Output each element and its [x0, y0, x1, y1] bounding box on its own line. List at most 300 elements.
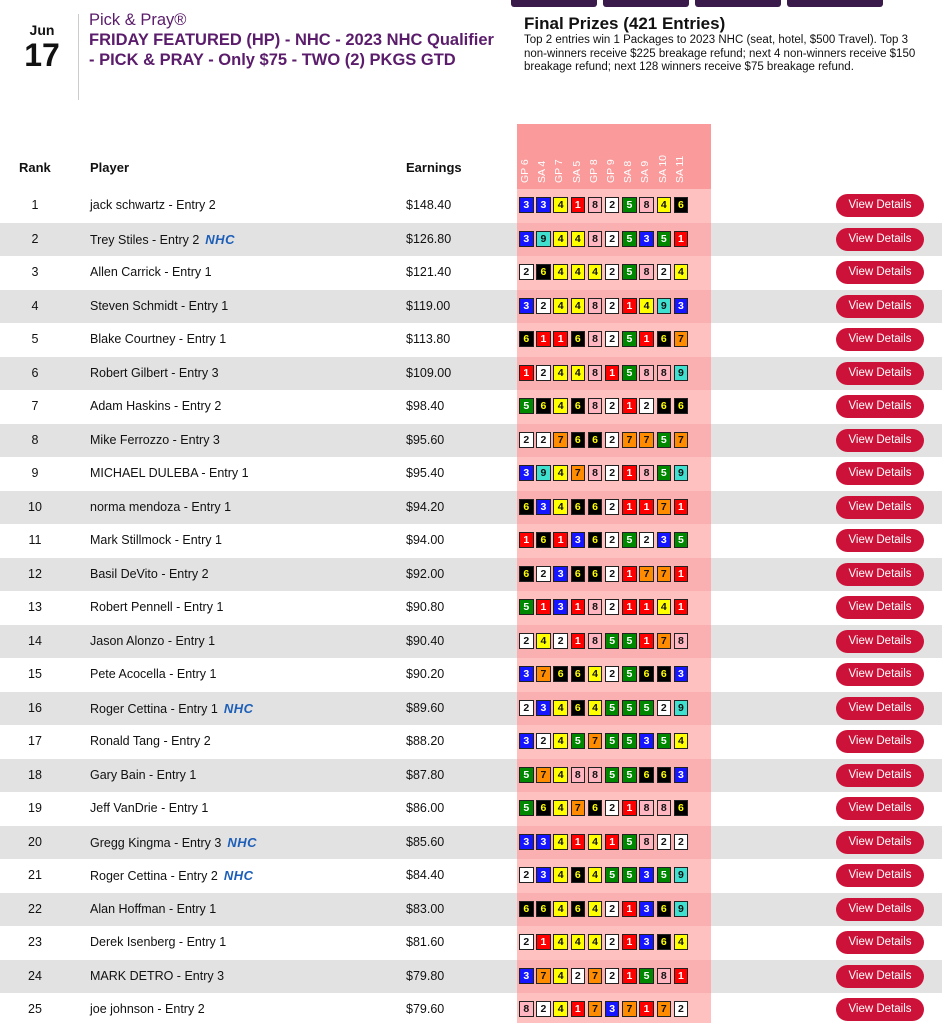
pick-badge: 3 — [519, 666, 534, 682]
pick-badge: 1 — [622, 298, 637, 314]
earnings-cell: $79.80 — [406, 968, 445, 983]
pick-badge: 2 — [519, 867, 534, 883]
picks-cell — [519, 800, 688, 816]
view-details-button[interactable]: View Details — [836, 295, 924, 318]
player-name: Pete Acocella - Entry 1 — [90, 667, 217, 681]
pick-badge: 1 — [622, 465, 637, 481]
pick-badge: 3 — [639, 867, 654, 883]
pick-badge: 4 — [571, 298, 586, 314]
pick-badge: 4 — [657, 599, 672, 615]
pick-badge: 7 — [588, 1001, 603, 1017]
view-details-button[interactable]: View Details — [836, 764, 924, 787]
race-label-text: GP 9 — [605, 159, 617, 183]
view-details-button[interactable]: View Details — [836, 529, 924, 552]
pick-badge: 3 — [519, 834, 534, 850]
prizes-description: Top 2 entries win 1 Packages to 2023 NHC (seat, hotel, $500 Travel). Top 3 non-winners receive $225 breakage refund; next 4 non-winners receive $150 breakage refund; next 128 winners receive $75 breakage refund. — [524, 34, 916, 73]
rank-cell: 4 — [31, 298, 39, 313]
pick-badge: 8 — [674, 633, 689, 649]
pick-badge: 8 — [588, 197, 603, 213]
player-cell — [90, 993, 205, 1023]
rank-cell: 10 — [28, 499, 42, 514]
pick-badge: 4 — [553, 264, 568, 280]
top-nav-tab[interactable] — [603, 0, 689, 7]
pick-badge: 7 — [571, 465, 586, 481]
view-details-button[interactable]: View Details — [836, 429, 924, 452]
pick-badge: 3 — [674, 666, 689, 682]
view-details-button[interactable]: View Details — [836, 228, 924, 251]
earnings-cell: $85.60 — [406, 834, 445, 849]
pick-badge: 1 — [639, 331, 654, 347]
pick-badge: 8 — [657, 968, 672, 984]
race-label-text: SA 11 — [673, 155, 686, 183]
player-cell — [90, 491, 231, 525]
pick-badge: 4 — [571, 934, 586, 950]
pick-badge: 1 — [622, 934, 637, 950]
player-name: Gregg Kingma - Entry 3 — [90, 835, 222, 850]
pick-badge: 6 — [571, 700, 586, 716]
pick-badge: 6 — [519, 566, 534, 582]
pick-badge: 4 — [553, 867, 568, 883]
table-row — [0, 256, 942, 290]
player-cell — [90, 893, 216, 927]
pick-badge: 1 — [571, 1001, 586, 1017]
pick-badge: 6 — [571, 499, 586, 515]
player-cell — [90, 625, 215, 659]
pick-badge: 2 — [536, 432, 551, 448]
pick-badge: 5 — [657, 432, 672, 448]
pick-badge: 6 — [519, 901, 534, 917]
view-details-button[interactable]: View Details — [836, 663, 924, 686]
player-name: norma mendoza - Entry 1 — [90, 499, 232, 514]
table-row — [0, 524, 942, 558]
pick-badge: 8 — [588, 398, 603, 414]
pick-badge: 5 — [622, 532, 637, 548]
table-row — [0, 993, 942, 1023]
table-row — [0, 893, 942, 927]
picks-cell — [519, 432, 688, 448]
table-row — [0, 323, 942, 357]
picks-cell — [519, 666, 688, 682]
player-cell — [90, 591, 223, 625]
pick-badge: 1 — [605, 365, 620, 381]
pick-badge: 4 — [657, 197, 672, 213]
view-details-button[interactable]: View Details — [836, 395, 924, 418]
table-row — [0, 792, 942, 826]
pick-badge: 3 — [536, 499, 551, 515]
pick-badge: 5 — [639, 700, 654, 716]
earnings-cell: $98.40 — [406, 399, 445, 413]
pick-badge: 6 — [571, 331, 586, 347]
pick-badge: 3 — [519, 465, 534, 481]
pick-badge: 4 — [553, 197, 568, 213]
pick-badge: 6 — [588, 532, 603, 548]
pick-badge: 2 — [536, 365, 551, 381]
view-details-button[interactable]: View Details — [836, 864, 924, 887]
pick-badge: 4 — [588, 901, 603, 917]
pick-badge: 8 — [657, 365, 672, 381]
pick-badge: 2 — [605, 465, 620, 481]
view-details-button[interactable]: View Details — [836, 931, 924, 954]
pick-badge: 2 — [674, 1001, 689, 1017]
player-name: Blake Courtney - Entry 1 — [90, 332, 227, 346]
pick-badge: 5 — [622, 767, 637, 783]
pick-badge: 8 — [639, 834, 654, 850]
pick-badge: 9 — [674, 365, 689, 381]
pick-badge: 3 — [605, 1001, 620, 1017]
pick-badge: 8 — [639, 197, 654, 213]
picks-cell — [519, 264, 688, 280]
pick-badge: 9 — [536, 231, 551, 247]
pick-badge: 8 — [519, 1001, 534, 1017]
pick-badge: 4 — [588, 934, 603, 950]
picks-cell — [519, 867, 688, 883]
player-cell — [90, 424, 220, 458]
view-details-button[interactable]: View Details — [836, 630, 924, 653]
pick-badge: 3 — [536, 700, 551, 716]
pick-badge: 7 — [657, 499, 672, 515]
pick-badge: 2 — [571, 968, 586, 984]
rank-cell: 23 — [28, 935, 42, 949]
pick-badge: 5 — [622, 264, 637, 280]
pick-badge: 2 — [605, 398, 620, 414]
pick-badge: 2 — [536, 566, 551, 582]
view-details-button[interactable]: View Details — [836, 697, 924, 720]
pick-badge: 4 — [553, 767, 568, 783]
player-name: Steven Schmidt - Entry 1 — [90, 298, 229, 313]
pick-badge: 5 — [519, 398, 534, 414]
prizes-panel — [524, 14, 924, 75]
pick-badge: 6 — [657, 934, 672, 950]
rank-cell: 12 — [28, 566, 42, 581]
pick-badge: 5 — [657, 231, 672, 247]
earnings-header: Earnings — [406, 160, 462, 175]
pick-badge: 3 — [519, 231, 534, 247]
divider — [78, 14, 79, 100]
rank-cell: 5 — [31, 332, 39, 346]
player-cell — [90, 524, 222, 558]
earnings-cell: $121.40 — [406, 265, 452, 279]
player-name: jack schwartz - Entry 2 — [90, 198, 216, 212]
player-name: Robert Pennell - Entry 1 — [90, 600, 224, 614]
pick-badge: 2 — [605, 231, 620, 247]
top-nav-tab[interactable] — [787, 0, 883, 7]
player-name: Adam Haskins - Entry 2 — [90, 399, 222, 413]
earnings-cell: $95.60 — [406, 432, 445, 447]
pick-badge: 2 — [639, 398, 654, 414]
race-label-text: SA 5 — [570, 160, 583, 183]
pick-badge: 7 — [657, 566, 672, 582]
pick-badge: 4 — [553, 834, 568, 850]
pick-badge: 6 — [674, 800, 689, 816]
picks-cell — [519, 365, 688, 381]
player-cell — [90, 558, 209, 592]
pick-badge: 9 — [674, 465, 689, 481]
pick-badge: 2 — [605, 666, 620, 682]
view-details-button[interactable]: View Details — [836, 797, 924, 820]
picks-cell — [519, 566, 688, 582]
pick-badge: 5 — [622, 331, 637, 347]
pick-badge: 2 — [536, 733, 551, 749]
pick-badge: 2 — [605, 901, 620, 917]
pick-badge: 7 — [674, 432, 689, 448]
rank-cell: 17 — [28, 734, 42, 748]
pick-badge: 4 — [553, 733, 568, 749]
pick-badge: 3 — [674, 298, 689, 314]
picks-cell — [519, 532, 688, 548]
pick-badge: 3 — [639, 934, 654, 950]
pick-badge: 1 — [674, 599, 689, 615]
pick-badge: 4 — [553, 231, 568, 247]
pick-badge: 2 — [605, 264, 620, 280]
earnings-cell: $84.40 — [406, 868, 445, 882]
picks-cell — [519, 499, 688, 515]
pick-badge: 4 — [639, 298, 654, 314]
pick-badge: 8 — [588, 767, 603, 783]
pick-badge: 6 — [519, 331, 534, 347]
rank-header: Rank — [19, 160, 51, 175]
table-row — [0, 457, 942, 491]
player-cell — [90, 323, 226, 357]
player-name: Robert Gilbert - Entry 3 — [90, 365, 219, 380]
pick-badge: 1 — [571, 834, 586, 850]
pick-badge: 2 — [536, 1001, 551, 1017]
pick-badge: 1 — [622, 499, 637, 515]
pick-badge: 7 — [536, 666, 551, 682]
view-details-button[interactable]: View Details — [836, 194, 924, 217]
pick-badge: 1 — [622, 566, 637, 582]
table-row — [0, 357, 942, 391]
player-cell — [90, 926, 226, 960]
pick-badge: 7 — [622, 1001, 637, 1017]
pick-badge: 1 — [519, 365, 534, 381]
pick-badge: 2 — [519, 700, 534, 716]
nhc-badge: NHC — [223, 700, 254, 716]
player-cell — [90, 859, 254, 894]
pick-badge: 5 — [605, 733, 620, 749]
pick-badge: 1 — [553, 331, 568, 347]
table-row — [0, 725, 942, 759]
pick-badge: 2 — [657, 834, 672, 850]
view-details-button[interactable]: View Details — [836, 496, 924, 519]
earnings-cell: $94.20 — [406, 499, 445, 514]
pick-badge: 2 — [605, 532, 620, 548]
earnings-cell: $90.80 — [406, 600, 445, 614]
pick-badge: 5 — [622, 197, 637, 213]
pick-badge: 5 — [674, 532, 689, 548]
pick-badge: 1 — [622, 800, 637, 816]
pick-badge: 4 — [674, 264, 689, 280]
view-details-button[interactable]: View Details — [836, 563, 924, 586]
pick-badge: 6 — [571, 566, 586, 582]
player-name: Basil DeVito - Entry 2 — [90, 566, 209, 581]
pick-badge: 1 — [674, 968, 689, 984]
player-name: MICHAEL DULEBA - Entry 1 — [90, 466, 249, 480]
contest-date — [18, 22, 66, 72]
earnings-cell: $126.80 — [406, 231, 452, 246]
player-cell — [90, 223, 235, 258]
pick-badge: 1 — [622, 901, 637, 917]
earnings-cell: $86.00 — [406, 801, 445, 815]
earnings-cell: $95.40 — [406, 466, 445, 480]
picks-cell — [519, 767, 688, 783]
picks-cell — [519, 1001, 688, 1017]
pick-badge: 7 — [588, 968, 603, 984]
player-name: Ronald Tang - Entry 2 — [90, 734, 211, 748]
table-row — [0, 223, 942, 257]
rank-cell: 14 — [28, 633, 42, 648]
picks-cell — [519, 733, 688, 749]
table-row — [0, 859, 942, 893]
pick-badge: 4 — [571, 264, 586, 280]
pick-badge: 5 — [519, 800, 534, 816]
table-row — [0, 424, 942, 458]
contest-name: FRIDAY FEATURED (HP) - NHC - 2023 NHC Qualifier - PICK & PRAY - Only $75 - TWO (2) PKGS GTD — [89, 31, 494, 69]
pick-badge: 9 — [657, 298, 672, 314]
table-header — [0, 160, 942, 180]
top-nav-tab[interactable] — [511, 0, 597, 7]
pick-badge: 6 — [657, 331, 672, 347]
view-details-button[interactable]: View Details — [836, 898, 924, 921]
pick-badge: 2 — [657, 264, 672, 280]
pick-badge: 4 — [536, 633, 551, 649]
table-row — [0, 826, 942, 860]
pick-badge: 2 — [605, 499, 620, 515]
race-label-text: SA 8 — [622, 160, 635, 183]
pick-badge: 2 — [605, 197, 620, 213]
date-day: 17 — [24, 37, 60, 73]
pick-badge: 6 — [571, 666, 586, 682]
pick-badge: 3 — [639, 733, 654, 749]
pick-badge: 2 — [605, 599, 620, 615]
player-cell — [90, 960, 224, 994]
pick-badge: 5 — [622, 365, 637, 381]
contest-title — [89, 10, 499, 70]
pick-badge: 6 — [571, 432, 586, 448]
rank-cell: 1 — [31, 198, 39, 212]
top-nav-tab[interactable] — [695, 0, 781, 7]
player-name: Mike Ferrozzo - Entry 3 — [90, 432, 220, 447]
race-label-text: GP 7 — [553, 159, 566, 183]
brand-name: Pick & Pray® — [89, 11, 187, 29]
table-row — [0, 290, 942, 324]
pick-badge: 3 — [674, 767, 689, 783]
player-cell — [90, 759, 196, 793]
pick-badge: 3 — [639, 231, 654, 247]
player-name: Mark Stillmock - Entry 1 — [90, 533, 222, 547]
pick-badge: 3 — [519, 197, 534, 213]
player-name: Gary Bain - Entry 1 — [90, 767, 197, 782]
pick-badge: 5 — [622, 834, 637, 850]
pick-badge: 2 — [657, 700, 672, 716]
pick-badge: 1 — [622, 398, 637, 414]
date-month: Jun — [29, 22, 55, 38]
table-row — [0, 189, 942, 223]
player-cell — [90, 357, 219, 391]
pick-badge: 6 — [536, 398, 551, 414]
pick-badge: 7 — [536, 767, 551, 783]
player-cell — [90, 390, 221, 424]
pick-badge: 8 — [588, 465, 603, 481]
pick-badge: 8 — [639, 465, 654, 481]
player-name: Jason Alonzo - Entry 1 — [90, 633, 216, 648]
player-name: Allen Carrick - Entry 1 — [90, 265, 212, 279]
pick-badge: 8 — [588, 633, 603, 649]
pick-badge: 2 — [536, 298, 551, 314]
player-cell — [90, 189, 216, 223]
earnings-cell: $94.00 — [406, 533, 445, 547]
pick-badge: 8 — [639, 800, 654, 816]
pick-badge: 4 — [553, 365, 568, 381]
view-details-button[interactable]: View Details — [836, 328, 924, 351]
pick-badge: 3 — [657, 532, 672, 548]
view-details-button[interactable]: View Details — [836, 462, 924, 485]
race-label-text: GP 8 — [587, 159, 600, 183]
pick-badge: 5 — [622, 700, 637, 716]
pick-badge: 6 — [639, 767, 654, 783]
view-details-button[interactable]: View Details — [836, 362, 924, 385]
picks-cell — [519, 331, 688, 347]
pick-badge: 1 — [674, 231, 689, 247]
pick-badge: 6 — [519, 499, 534, 515]
pick-badge: 5 — [605, 700, 620, 716]
pick-badge: 5 — [622, 231, 637, 247]
table-row — [0, 390, 942, 424]
rank-cell: 24 — [28, 968, 42, 983]
pick-badge: 9 — [674, 867, 689, 883]
pick-badge: 2 — [519, 633, 534, 649]
pick-badge: 1 — [605, 834, 620, 850]
pick-badge: 1 — [674, 499, 689, 515]
pick-badge: 1 — [639, 599, 654, 615]
rank-cell: 16 — [28, 700, 42, 715]
prizes-title: Final Prizes (421 Entries) — [524, 14, 726, 33]
pick-badge: 8 — [588, 298, 603, 314]
pick-badge: 7 — [622, 432, 637, 448]
pick-badge: 2 — [605, 566, 620, 582]
table-row — [0, 658, 942, 692]
picks-cell — [519, 700, 688, 716]
pick-badge: 5 — [622, 733, 637, 749]
pick-badge: 2 — [605, 800, 620, 816]
pick-badge: 7 — [674, 331, 689, 347]
view-details-button[interactable]: View Details — [836, 831, 924, 854]
pick-badge: 4 — [588, 834, 603, 850]
pick-badge: 6 — [657, 666, 672, 682]
pick-badge: 2 — [605, 432, 620, 448]
pick-badge: 3 — [519, 298, 534, 314]
pick-badge: 5 — [571, 733, 586, 749]
player-cell — [90, 725, 211, 759]
pick-badge: 3 — [536, 834, 551, 850]
picks-cell — [519, 231, 688, 247]
pick-badge: 8 — [639, 365, 654, 381]
view-details-button[interactable]: View Details — [836, 261, 924, 284]
player-cell — [90, 826, 257, 861]
view-details-button[interactable]: View Details — [836, 998, 924, 1021]
pick-badge: 4 — [571, 365, 586, 381]
pick-badge: 5 — [605, 633, 620, 649]
pick-badge: 2 — [553, 633, 568, 649]
pick-badge: 4 — [553, 499, 568, 515]
view-details-button[interactable]: View Details — [836, 730, 924, 753]
earnings-cell: $90.20 — [406, 667, 445, 681]
rank-cell: 6 — [31, 365, 39, 380]
view-details-button[interactable]: View Details — [836, 596, 924, 619]
player-name: joe johnson - Entry 2 — [90, 1002, 205, 1016]
player-cell — [90, 658, 216, 692]
pick-badge: 1 — [536, 934, 551, 950]
view-details-button[interactable]: View Details — [836, 965, 924, 988]
